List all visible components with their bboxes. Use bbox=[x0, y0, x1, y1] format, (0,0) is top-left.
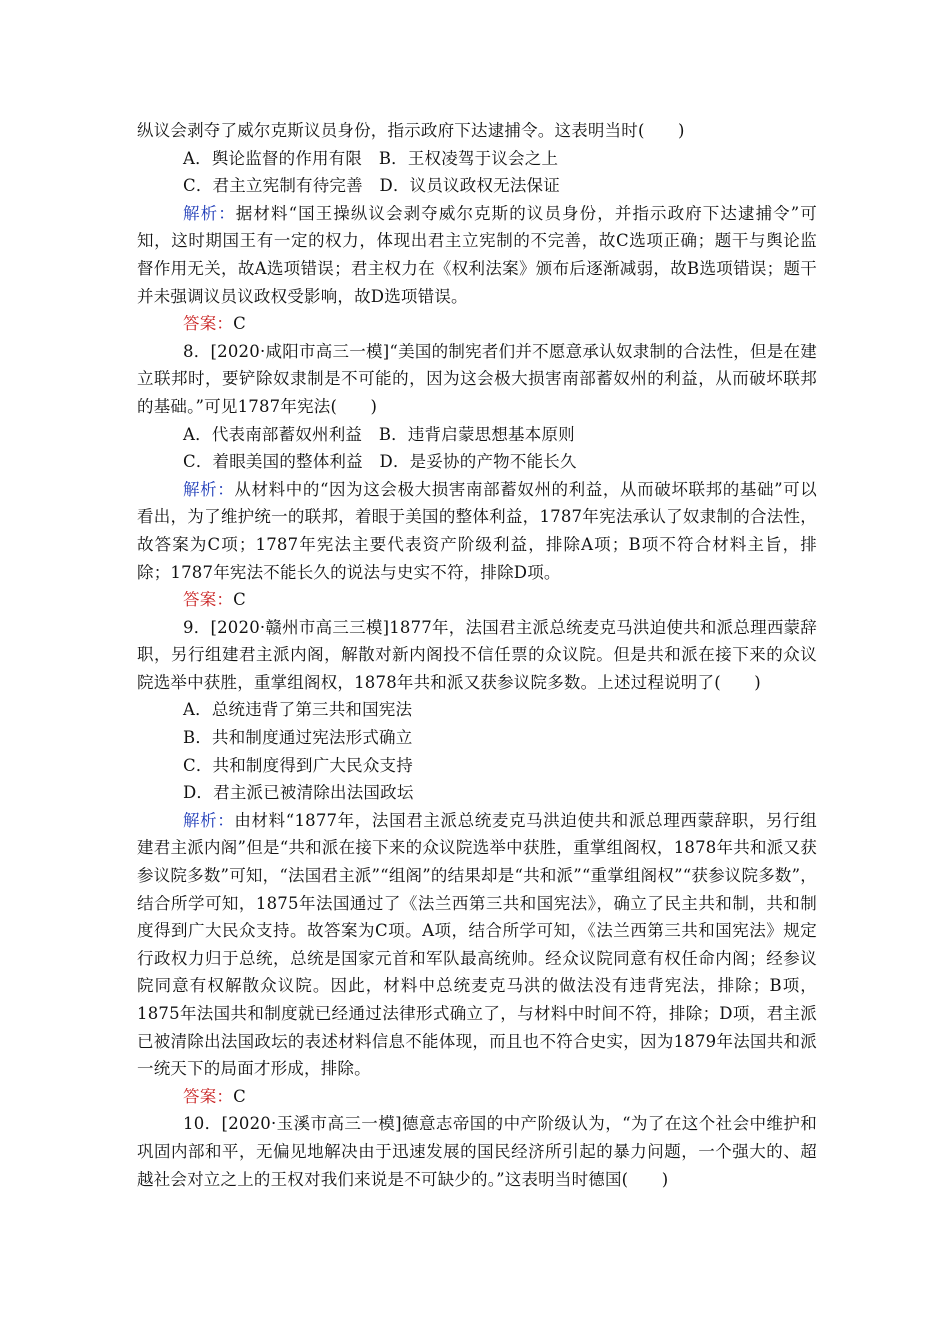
q9-option-a: A．总统违背了第三共和国宪法 bbox=[183, 700, 413, 720]
q9-stem: 9．[2020·赣州市高三三模]1877年，法国君主派总统麦克马洪迫使共和派总理西蒙辞职，另行组建君主派内阁，解散对新内阁投不信任票的众议院。但是共和派在接下来的众议院选举中获胜，重掌组阁权，1878年共和派又获参议院多数。上述过程说明了( ) bbox=[137, 617, 817, 692]
q7-answer bbox=[137, 310, 817, 338]
q8-analysis bbox=[137, 476, 817, 586]
q7-analysis bbox=[137, 200, 817, 310]
analysis-text: 由材料“1877年，法国君主派总统麦克马洪迫使共和派总理西蒙辞职，另行组建君主派内阁”但是“共和派在接下来的众议院选举中获胜，重掌组阁权，1878年共和派又获参议院多数”可知，“法国君主派”“组阁”的结果却是“共和派”“重掌组阁权”“获参议院多数”，结合所学可知，1875年法国通过了《法兰西第三共和国宪法》，确立了民主共和制，共和制度得到广大民众支持。故答案为C项。A项，结合所学可知，《法兰西第三共和国宪法》规定行政权力归于总统，总统是国家元首和军队最高统帅。经众议院同意有权任命内阁；经参议院同意有权解散众议院。因此，材料中总统麦克马洪的做法没有违背宪法，排除；B项，1875年法国共和制度就已经通过法律形式确立了，与材料中时间不符，排除；D项，君主派已被清除出法国政坛的表述材料信息不能体现，而且也不符合史实，因为1879年法国共和派一统天下的局面才形成，排除。 bbox=[137, 810, 817, 1079]
q9-option-c: C．共和制度得到广大民众支持 bbox=[183, 755, 413, 775]
q9-analysis bbox=[137, 807, 817, 1083]
q8-answer bbox=[137, 586, 817, 614]
q7-options-ab: A．舆论监督的作用有限 B．王权凌驾于议会之上 bbox=[183, 148, 559, 168]
answer-label: 答案： bbox=[183, 1086, 234, 1106]
answer-value: C bbox=[233, 590, 246, 610]
document-body bbox=[137, 117, 817, 1193]
analysis-text: 从材料中的“因为这会极大损害南部蓄奴州的利益，从而破坏联邦的基础”可以看出，为了维护统一的联邦，着眼于美国的整体利益，1787年宪法承认了奴隶制的合法性，故答案为C项；1787年宪法主要代表资产阶级利益，排除A项；B项不符合材料主旨，排除；1787年宪法不能长久的说法与史实不符，排除D项。 bbox=[137, 479, 817, 582]
answer-value: C bbox=[233, 1086, 246, 1106]
q9-option-b: B．共和制度通过宪法形式确立 bbox=[183, 728, 413, 748]
q7-options-cd: C．君主立宪制有待完善 D．议员议政权无法保证 bbox=[183, 176, 560, 196]
q8-options-cd: C．着眼美国的整体利益 D．是妥协的产物不能长久 bbox=[183, 452, 577, 472]
analysis-text: 据材料“国王操纵议会剥夺威尔克斯的议员身份，并指示政府下达逮捕令”可知，这时期国王有一定的权力，体现出君主立宪制的不完善，故C选项正确；题干与舆论监督作用无关，故A选项错误；君主权力在《权利法案》颁布后逐渐减弱，故B选项错误；题干并未强调议员议政权受影响，故D选项错误。 bbox=[137, 203, 818, 306]
q8-options-ab: A．代表南部蓄奴州利益 B．违背启蒙思想基本原则 bbox=[183, 424, 575, 444]
q8-stem: 8．[2020·咸阳市高三一模]“美国的制宪者们并不愿意承认奴隶制的合法性，但是在建立联邦时，要铲除奴隶制是不可能的，因为这会极大损害南部蓄奴州的利益，从而破坏联邦的基础。”可见1787年宪法( ) bbox=[137, 341, 817, 416]
analysis-label: 解析： bbox=[183, 810, 235, 830]
answer-label: 答案： bbox=[183, 590, 234, 610]
answer-value: C bbox=[233, 314, 246, 334]
q9-answer bbox=[137, 1083, 817, 1111]
answer-label: 答案： bbox=[183, 314, 234, 334]
q10-stem: 10．[2020·玉溪市高三一模]德意志帝国的中产阶级认为，“为了在这个社会中维护和巩固内部和平，无偏见地解决由于迅速发展的国民经济所引起的暴力问题，一个强大的、超越社会对立之上的王权对我们来说是不可缺少的。”这表明当时德国( ) bbox=[137, 1114, 817, 1189]
q9-option-d: D．君主派已被清除出法国政坛 bbox=[183, 783, 414, 803]
analysis-label: 解析： bbox=[183, 203, 236, 223]
q7-stem: 纵议会剥夺了威尔克斯议员身份，指示政府下达逮捕令。这表明当时( ) bbox=[137, 121, 685, 140]
analysis-label: 解析： bbox=[183, 479, 235, 499]
